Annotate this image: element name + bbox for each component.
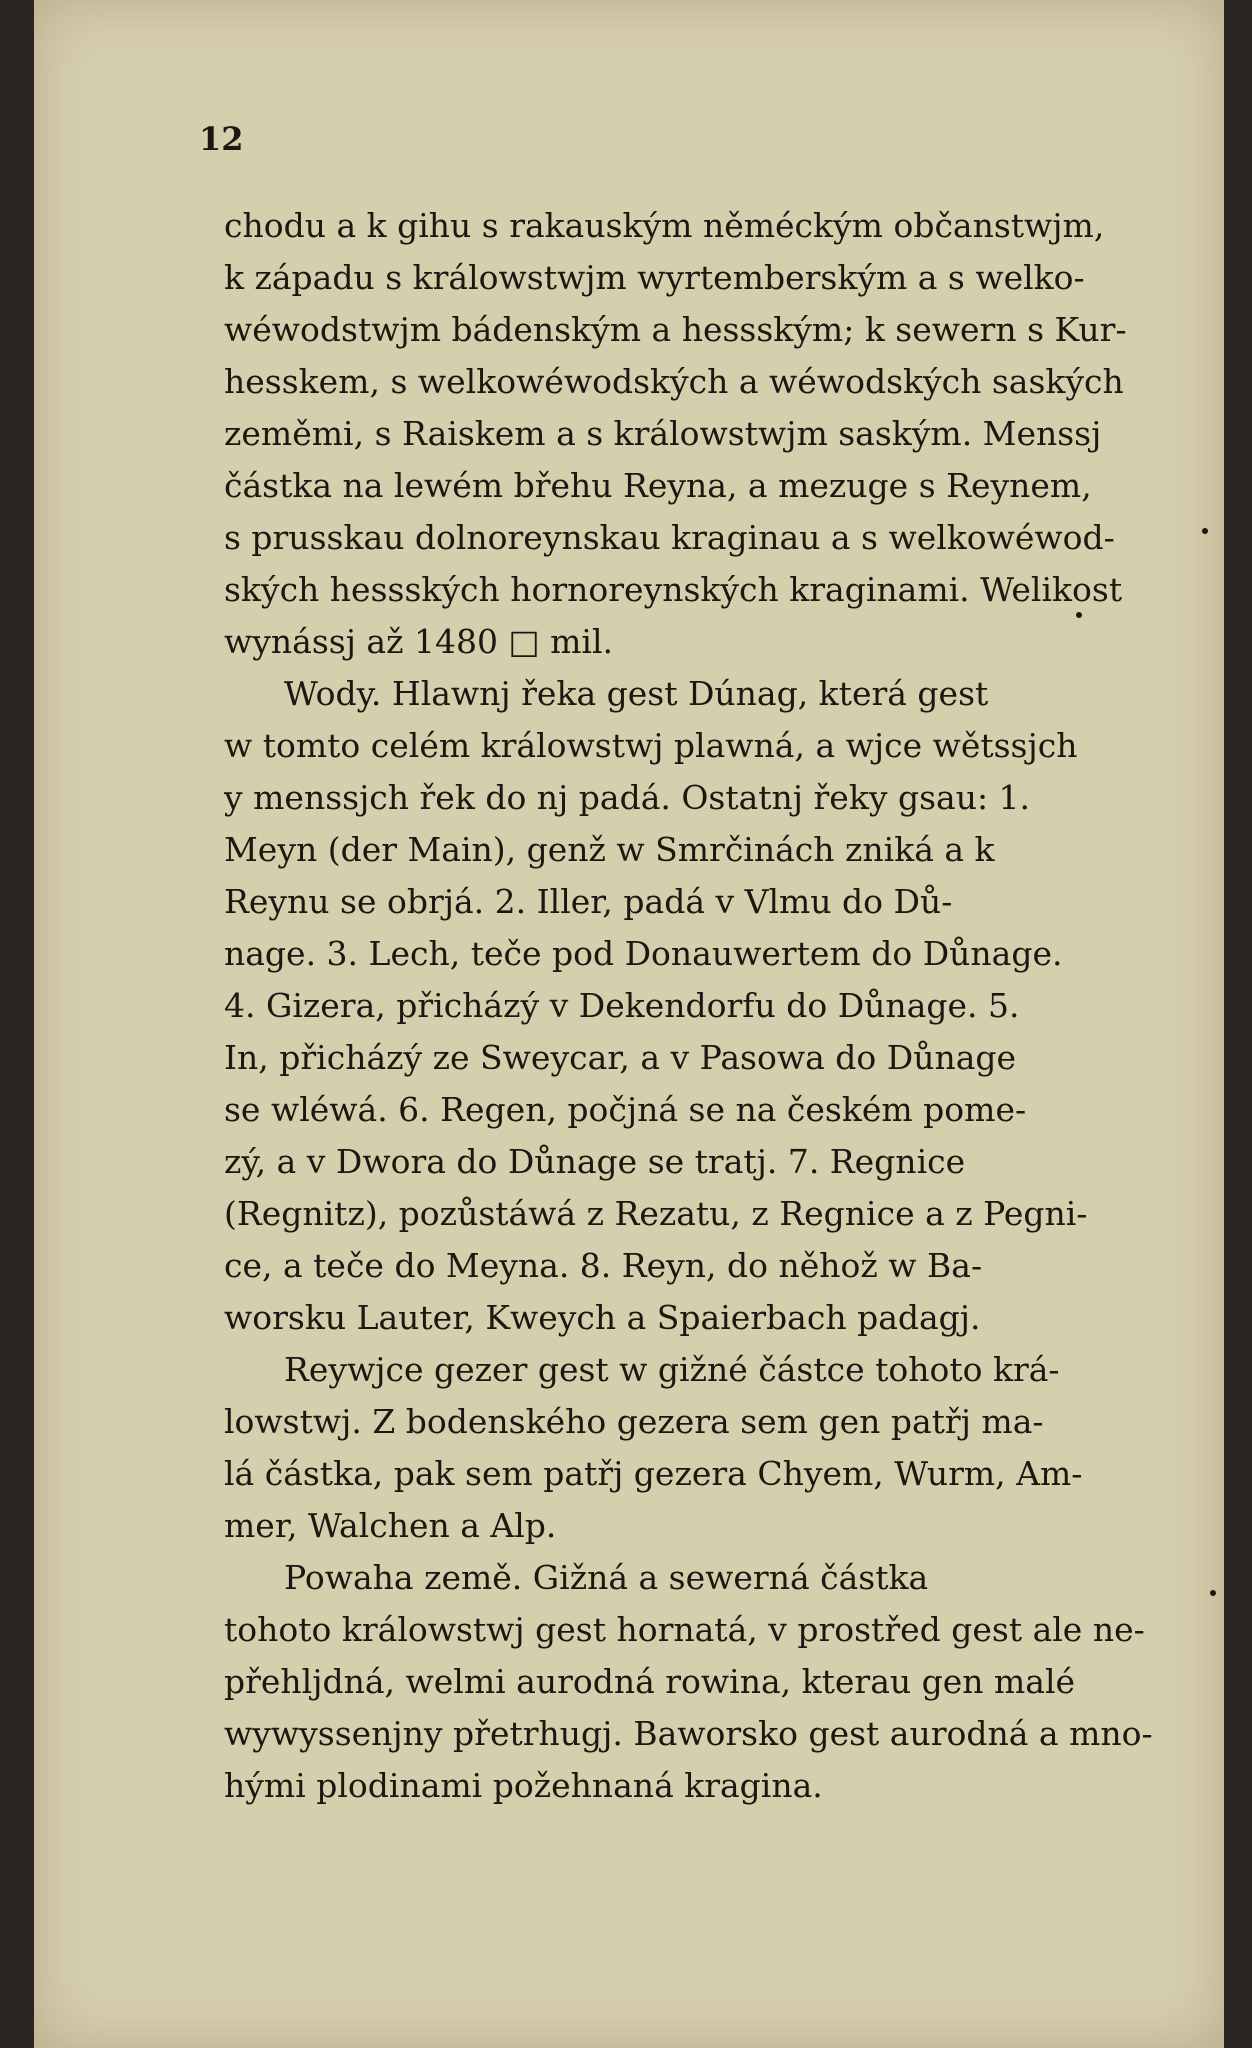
- text-line: hesskem, s welkowéwodských a wéwodských saských: [224, 362, 1124, 401]
- text-line: ských hessských hornoreynských kraginami. Welikost: [224, 570, 1123, 609]
- text-line: tohoto králowstwj gest hornatá, v prostřed gest ale ne-: [224, 1610, 1145, 1649]
- section-start-line: Wody. Hlawnj řeka gest Dúnag, která gest: [284, 674, 989, 713]
- text-line: In, přicházý ze Sweycar, a v Pasowa do Důnage: [224, 1038, 1017, 1077]
- text-line: k západu s králowstwjm wyrtemberským a s welko-: [224, 258, 1085, 297]
- ink-speck: [1076, 612, 1082, 618]
- text-line: s prusskau dolnoreynskau kraginau a s welkowéwod-: [224, 518, 1115, 557]
- text-line: zeměmi, s Raiskem a s králowstwjm saským. Menssj: [224, 414, 1102, 453]
- section-start-line: Powaha země. Gižná a sewerná částka: [284, 1558, 929, 1597]
- text-line: ce, a teče do Meyna. 8. Reyn, do něhož w Ba-: [224, 1246, 983, 1285]
- text-line: Meyn (der Main), genž w Smrčinách zniká a k: [224, 830, 995, 869]
- text-line: y menssjch řek do nj padá. Ostatnj řeky gsau: 1.: [224, 778, 1031, 817]
- book-page: [34, 0, 1224, 2048]
- body-text: [224, 200, 1174, 1812]
- text-line: worsku Lauter, Kweych a Spaierbach padagj.: [224, 1298, 981, 1337]
- text-line: se wléwá. 6. Regen, počjná se na českém pome-: [224, 1090, 1027, 1129]
- text-line: zý, a v Dwora do Důnage se tratj. 7. Regnice: [224, 1142, 966, 1181]
- text-line: částka na lewém břehu Reyna, a mezuge s Reynem,: [224, 466, 1092, 505]
- ink-speck: [1210, 1590, 1216, 1596]
- text-line: (Regnitz), pozůstáwá z Rezatu, z Regnice a z Pegni-: [224, 1194, 1088, 1233]
- paragraph-start-line: Reywjce gezer gest w gižné částce tohoto krá-: [284, 1350, 1060, 1389]
- text-line: přehljdná, welmi aurodná rowina, kterau gen malé: [224, 1662, 1076, 1701]
- text-line: wywyssenjny přetrhugj. Baworsko gest aurodná a mno-: [224, 1714, 1153, 1753]
- ink-speck: [1202, 528, 1208, 534]
- text-line: Reynu se obrjá. 2. Iller, padá v Vlmu do Dů-: [224, 882, 953, 921]
- text-line: chodu a k gihu s rakauským něméckým občanstwjm,: [224, 206, 1105, 245]
- text-line: lá částka, pak sem patřj gezera Chyem, Wurm, Am-: [224, 1454, 1083, 1493]
- text-line: mer, Walchen a Alp.: [224, 1506, 557, 1545]
- text-line: nage. 3. Lech, teče pod Donauwertem do Důnage.: [224, 934, 1063, 973]
- text-line: w tomto celém králowstwj plawná, a wjce wětssjch: [224, 726, 1078, 765]
- text-line: hými plodinami požehnaná kragina.: [224, 1766, 823, 1805]
- text-line: wéwodstwjm bádenským a hessským; k sewern s Kur-: [224, 310, 1127, 349]
- text-line: lowstwj. Z bodenského gezera sem gen patřj ma-: [224, 1402, 1044, 1441]
- text-line: 4. Gizera, přicházý v Dekendorfu do Důnage. 5.: [224, 986, 1020, 1025]
- text-line: wynássj až 1480 □ mil.: [224, 622, 613, 661]
- page-number: 12: [199, 120, 244, 158]
